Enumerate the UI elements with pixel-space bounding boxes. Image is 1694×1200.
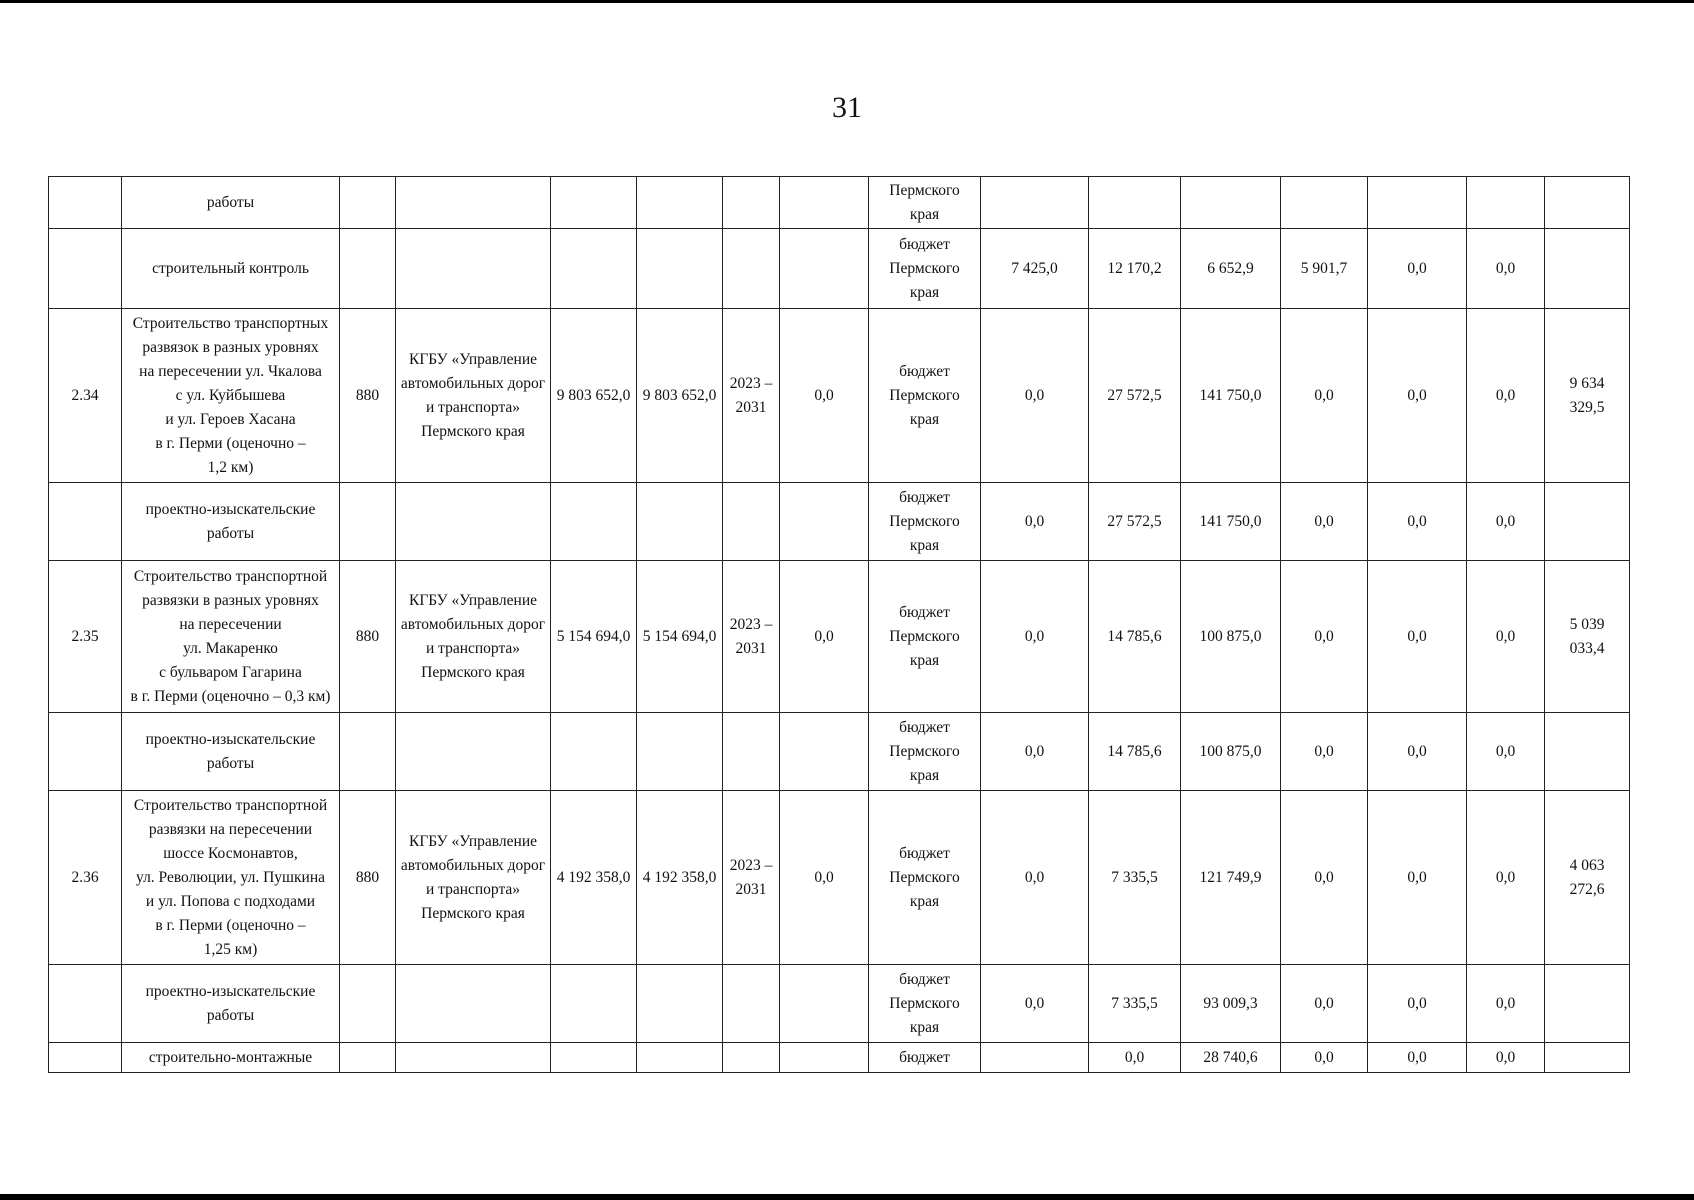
year-1-cell: 0,0 [981, 791, 1089, 965]
year-6-cell: 0,0 [1467, 229, 1545, 309]
cost-cell: 9 803 652,0 [637, 309, 723, 483]
year-4-cell: 5 901,7 [1281, 229, 1368, 309]
year-5-cell: 0,0 [1368, 1043, 1467, 1073]
year-2-cell: 7 335,5 [1089, 791, 1181, 965]
event-name-cell: строительный контроль [122, 229, 340, 309]
customer-cell [396, 1043, 551, 1073]
after-period-cell [1545, 483, 1630, 561]
after-period-cell [1545, 965, 1630, 1043]
year-2-cell: 27 572,5 [1089, 309, 1181, 483]
period-cell [723, 483, 780, 561]
code-cell: 880 [340, 561, 396, 713]
table-row [49, 229, 1630, 309]
estimated-cost-cell [551, 177, 637, 229]
after-period-cell: 4 063 272,6 [1545, 791, 1630, 965]
row-number-cell: 2.36 [49, 791, 122, 965]
year-6-cell: 0,0 [1467, 309, 1545, 483]
period-cell: 2023 – 2031 [723, 791, 780, 965]
year-4-cell [1281, 177, 1368, 229]
row-number-cell [49, 1043, 122, 1073]
table-row [49, 1043, 1630, 1073]
period-cell [723, 177, 780, 229]
customer-cell [396, 713, 551, 791]
code-cell [340, 483, 396, 561]
code-cell [340, 965, 396, 1043]
year-1-cell: 0,0 [981, 309, 1089, 483]
code-cell [340, 713, 396, 791]
event-name-cell: строительно-монтажные [122, 1043, 340, 1073]
year-1-cell: 0,0 [981, 483, 1089, 561]
year-5-cell [1368, 177, 1467, 229]
year-2-cell: 14 785,6 [1089, 713, 1181, 791]
table-row [49, 965, 1630, 1043]
year-4-cell: 0,0 [1281, 309, 1368, 483]
cost-cell: 5 154 694,0 [637, 561, 723, 713]
cost-cell [637, 1043, 723, 1073]
scan-bottom-edge [0, 1194, 1694, 1200]
funding-source-cell: бюджет Пермского края [869, 229, 981, 309]
year-5-cell: 0,0 [1368, 561, 1467, 713]
year-4-cell: 0,0 [1281, 713, 1368, 791]
year-2-cell: 12 170,2 [1089, 229, 1181, 309]
after-period-cell: 9 634 329,5 [1545, 309, 1630, 483]
row-number-cell [49, 713, 122, 791]
year-2-cell: 0,0 [1089, 1043, 1181, 1073]
year-6-cell: 0,0 [1467, 713, 1545, 791]
funding-source-cell: бюджет Пермского края [869, 791, 981, 965]
after-period-cell [1545, 229, 1630, 309]
period-cell [723, 713, 780, 791]
table-row [49, 309, 1630, 483]
estimated-cost-cell: 5 154 694,0 [551, 561, 637, 713]
code-cell: 880 [340, 791, 396, 965]
year-1-cell: 0,0 [981, 561, 1089, 713]
event-name-cell: Строительство транспортной развязки на пересечении шоссе Космонавтов, ул. Революции, ул. Пушкина и ул. Попова с подходами в г. Перми (оценочно – 1,25 км) [122, 791, 340, 965]
year-6-cell: 0,0 [1467, 561, 1545, 713]
year-4-cell: 0,0 [1281, 791, 1368, 965]
year-3-cell: 6 652,9 [1181, 229, 1281, 309]
estimated-cost-cell [551, 1043, 637, 1073]
period-cell: 2023 – 2031 [723, 561, 780, 713]
event-name-cell: проектно-изыскательские работы [122, 965, 340, 1043]
code-cell [340, 1043, 396, 1073]
year-4-cell: 0,0 [1281, 965, 1368, 1043]
code-cell: 880 [340, 309, 396, 483]
period-cell [723, 229, 780, 309]
year-6-cell: 0,0 [1467, 791, 1545, 965]
year-2-cell: 7 335,5 [1089, 965, 1181, 1043]
cost-cell [637, 177, 723, 229]
cost-cell [637, 965, 723, 1043]
estimated-cost-cell: 4 192 358,0 [551, 791, 637, 965]
customer-cell: КГБУ «Управление автомобильных дорог и транспорта» Пермского края [396, 309, 551, 483]
row-number-cell [49, 229, 122, 309]
customer-cell [396, 177, 551, 229]
row-number-cell [49, 965, 122, 1043]
after-period-cell: 5 039 033,4 [1545, 561, 1630, 713]
funding-source-cell: бюджет Пермского края [869, 561, 981, 713]
year-6-cell: 0,0 [1467, 965, 1545, 1043]
prior-funding-cell [780, 229, 869, 309]
table-row [49, 483, 1630, 561]
row-number-cell [49, 483, 122, 561]
year-3-cell: 93 009,3 [1181, 965, 1281, 1043]
prior-funding-cell [780, 1043, 869, 1073]
cost-cell [637, 713, 723, 791]
year-5-cell: 0,0 [1368, 483, 1467, 561]
year-1-cell: 0,0 [981, 713, 1089, 791]
year-1-cell: 0,0 [981, 965, 1089, 1043]
page-number: 31 [832, 91, 862, 124]
scan-top-edge [0, 0, 1694, 3]
period-cell [723, 965, 780, 1043]
period-cell: 2023 – 2031 [723, 309, 780, 483]
after-period-cell [1545, 713, 1630, 791]
budget-table [48, 176, 1630, 1073]
year-2-cell: 14 785,6 [1089, 561, 1181, 713]
year-3-cell [1181, 177, 1281, 229]
event-name-cell: проектно-изыскательские работы [122, 483, 340, 561]
cost-cell [637, 229, 723, 309]
event-name-cell: Строительство транспортной развязки в разных уровнях на пересечении ул. Макаренко с бульваром Гагарина в г. Перми (оценочно – 0,3 км) [122, 561, 340, 713]
prior-funding-cell [780, 483, 869, 561]
year-3-cell: 121 749,9 [1181, 791, 1281, 965]
event-name-cell: работы [122, 177, 340, 229]
year-6-cell [1467, 177, 1545, 229]
prior-funding-cell: 0,0 [780, 309, 869, 483]
year-5-cell: 0,0 [1368, 791, 1467, 965]
funding-source-cell: бюджет Пермского края [869, 965, 981, 1043]
year-6-cell: 0,0 [1467, 483, 1545, 561]
estimated-cost-cell [551, 713, 637, 791]
customer-cell [396, 483, 551, 561]
funding-source-cell: бюджет Пермского края [869, 713, 981, 791]
table-body [49, 177, 1630, 1073]
year-5-cell: 0,0 [1368, 965, 1467, 1043]
year-5-cell: 0,0 [1368, 229, 1467, 309]
table-row [49, 561, 1630, 713]
table-row [49, 177, 1630, 229]
table-row [49, 713, 1630, 791]
year-1-cell [981, 177, 1089, 229]
event-name-cell: Строительство транспортных развязок в разных уровнях на пересечении ул. Чкалова с ул. Куйбышева и ул. Героев Хасана в г. Перми (оценочно – 1,2 км) [122, 309, 340, 483]
prior-funding-cell [780, 177, 869, 229]
cost-cell [637, 483, 723, 561]
estimated-cost-cell [551, 483, 637, 561]
funding-source-cell: бюджет [869, 1043, 981, 1073]
funding-source-cell: бюджет Пермского края [869, 483, 981, 561]
prior-funding-cell: 0,0 [780, 791, 869, 965]
customer-cell [396, 229, 551, 309]
year-5-cell: 0,0 [1368, 713, 1467, 791]
year-1-cell [981, 1043, 1089, 1073]
estimated-cost-cell [551, 965, 637, 1043]
prior-funding-cell: 0,0 [780, 561, 869, 713]
estimated-cost-cell [551, 229, 637, 309]
estimated-cost-cell: 9 803 652,0 [551, 309, 637, 483]
after-period-cell [1545, 1043, 1630, 1073]
year-1-cell: 7 425,0 [981, 229, 1089, 309]
year-3-cell: 100 875,0 [1181, 713, 1281, 791]
year-4-cell: 0,0 [1281, 483, 1368, 561]
code-cell [340, 177, 396, 229]
prior-funding-cell [780, 713, 869, 791]
funding-source-cell: Пермского края [869, 177, 981, 229]
table-row [49, 791, 1630, 965]
year-5-cell: 0,0 [1368, 309, 1467, 483]
customer-cell: КГБУ «Управление автомобильных дорог и транспорта» Пермского края [396, 791, 551, 965]
year-2-cell [1089, 177, 1181, 229]
year-4-cell: 0,0 [1281, 1043, 1368, 1073]
year-3-cell: 141 750,0 [1181, 483, 1281, 561]
funding-source-cell: бюджет Пермского края [869, 309, 981, 483]
row-number-cell: 2.35 [49, 561, 122, 713]
year-3-cell: 28 740,6 [1181, 1043, 1281, 1073]
year-2-cell: 27 572,5 [1089, 483, 1181, 561]
customer-cell: КГБУ «Управление автомобильных дорог и транспорта» Пермского края [396, 561, 551, 713]
after-period-cell [1545, 177, 1630, 229]
code-cell [340, 229, 396, 309]
period-cell [723, 1043, 780, 1073]
year-3-cell: 100 875,0 [1181, 561, 1281, 713]
year-6-cell: 0,0 [1467, 1043, 1545, 1073]
row-number-cell [49, 177, 122, 229]
year-3-cell: 141 750,0 [1181, 309, 1281, 483]
year-4-cell: 0,0 [1281, 561, 1368, 713]
cost-cell: 4 192 358,0 [637, 791, 723, 965]
customer-cell [396, 965, 551, 1043]
row-number-cell: 2.34 [49, 309, 122, 483]
event-name-cell: проектно-изыскательские работы [122, 713, 340, 791]
prior-funding-cell [780, 965, 869, 1043]
